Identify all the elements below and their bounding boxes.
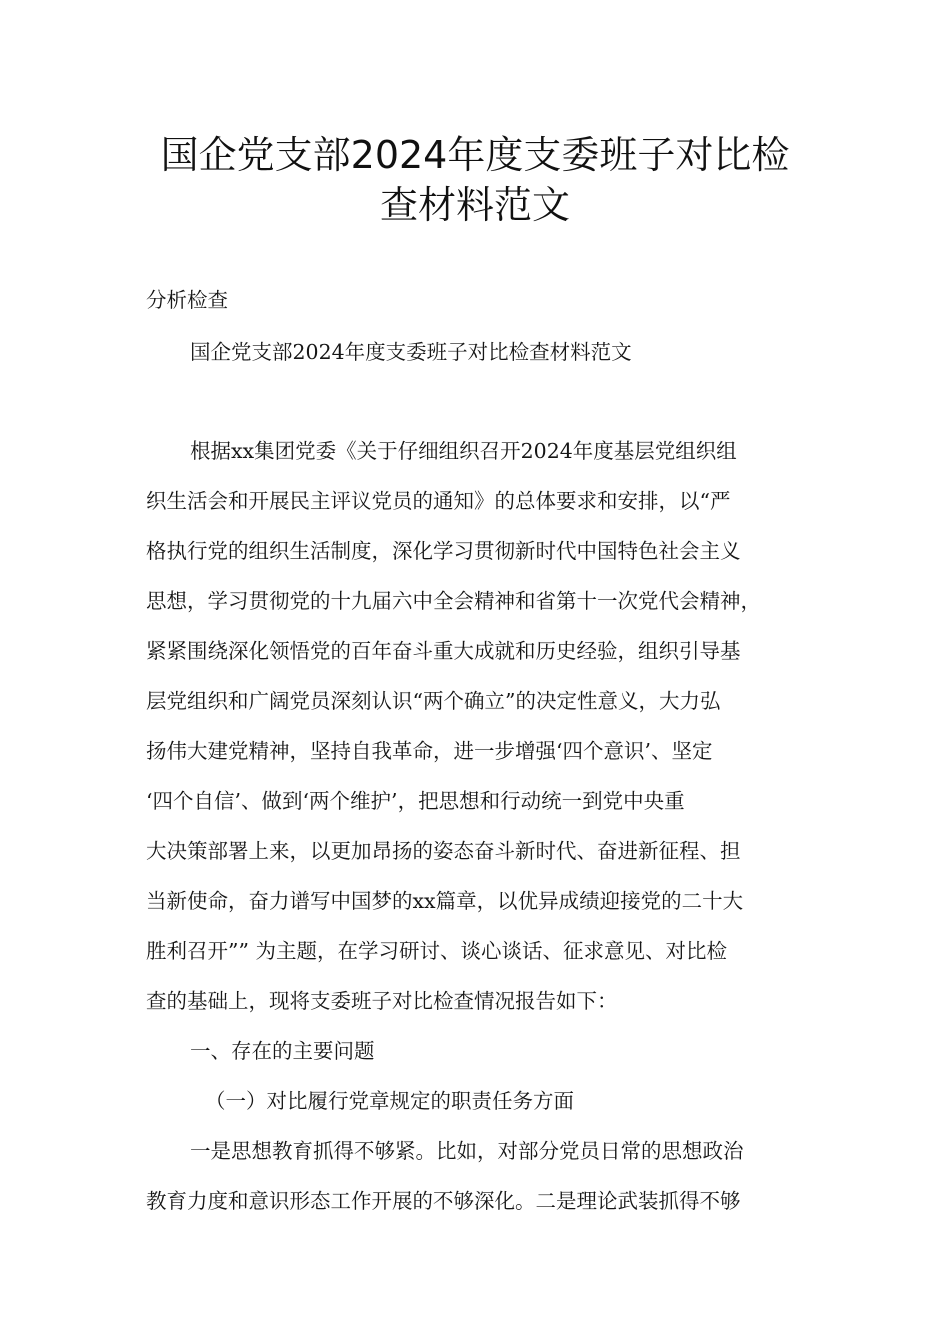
- body-line-12: 查的基础上，现将支委班子对比检查情况报告如下：: [146, 989, 618, 1013]
- body-line-11: 胜利召开”” 为主题，在学习研讨、谈心谈话、征求意见、对比检: [146, 939, 727, 963]
- document-title-line-1: 国企党支部2024年度支委班子对比检: [160, 133, 790, 177]
- category-label: 分析检查: [146, 288, 228, 312]
- body-line-14: 教育力度和意识形态工作开展的不够深化。二是理论武装抓得不够: [146, 1189, 741, 1213]
- body-line-9: 大决策部署上来，以更加昂扬的姿态奋斗新时代、奋进新征程、担: [146, 839, 741, 863]
- document-title-line-2: 查材料范文: [379, 183, 570, 227]
- body-line-3: 格执行党的组织生活制度，深化学习贯彻新时代中国特色社会主义: [146, 539, 741, 563]
- body-line-6: 层党组织和广阔党员深刻认识“两个确立”的决定性意义，大力弘: [146, 689, 721, 713]
- section-heading: 一、存在的主要问题: [190, 1039, 375, 1063]
- body-line-2: 织生活会和开展民主评议党员的通知》的总体要求和安排，以“严: [146, 489, 731, 513]
- body-line-7: 扬伟大建党精神，坚持自我革命，进一步增强‘四个意识’、坚定: [146, 739, 713, 763]
- subsection-heading: （一）对比履行党章规定的职责任务方面: [205, 1089, 574, 1113]
- body-line-8: ‘四个自信’、做到‘两个维护’，把思想和行动统一到党中央重: [146, 789, 685, 813]
- body-line-4: 思想，学习贯彻党的十九届六中全会精神和省第十一次党代会精神，: [146, 589, 761, 613]
- body-line-1: 根据xx集团党委《关于仔细组织召开2024年度基层党组织组: [190, 439, 737, 463]
- document-subtitle: 国企党支部2024年度支委班子对比检查材料范文: [190, 340, 632, 364]
- body-line-10: 当新使命，奋力谱写中国梦的xx篇章，以优异成绩迎接党的二十大: [146, 889, 744, 913]
- body-line-13: 一是思想教育抓得不够紧。比如，对部分党员日常的思想政治: [190, 1139, 744, 1163]
- body-line-5: 紧紧围绕深化领悟党的百年奋斗重大成就和历史经验，组织引导基: [146, 639, 741, 663]
